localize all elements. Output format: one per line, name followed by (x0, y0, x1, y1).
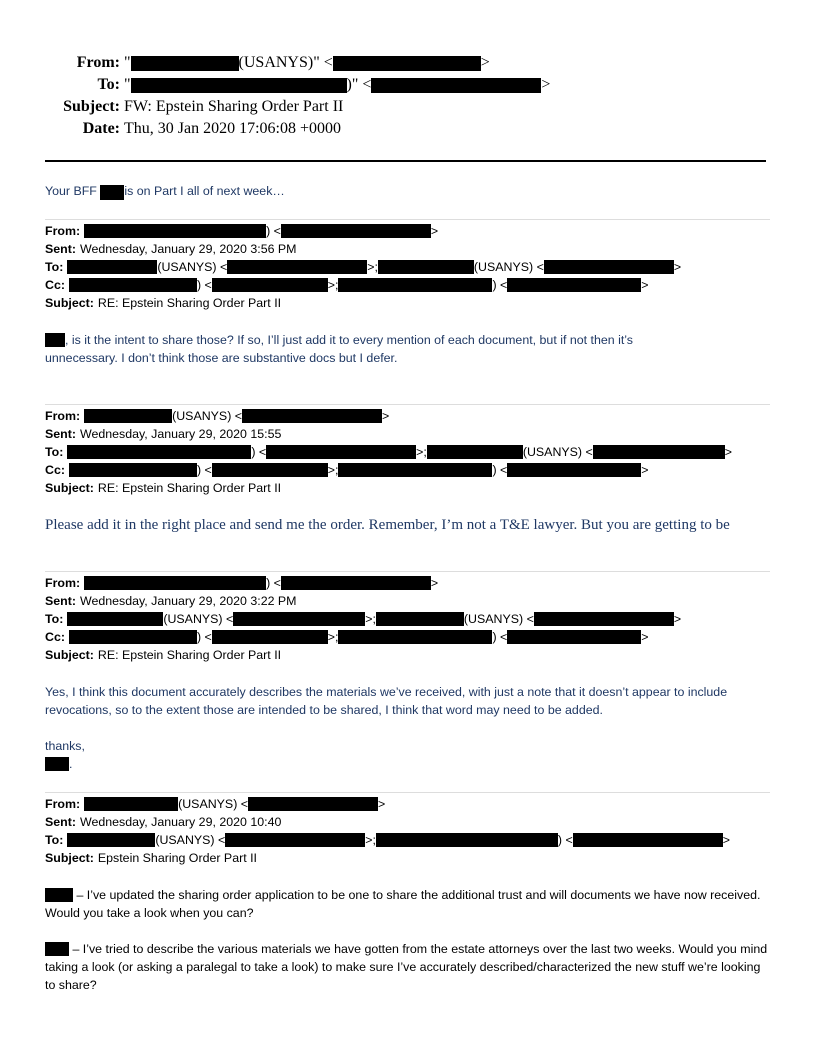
redaction-bar (84, 576, 266, 590)
date-label: Date: (82, 120, 120, 137)
redaction-bar (544, 260, 674, 274)
redaction-bar (593, 445, 725, 459)
to-label: To: (97, 76, 120, 93)
subject-label: Subject: (63, 98, 120, 115)
header-divider (45, 160, 766, 162)
redaction-bar (67, 445, 251, 459)
message-1-body: , is it the intent to share those? If so, I’ll just add it to every mention of each document, but if not then it’s unnecessary. I don’t think those are substantive docs but I defer. (45, 333, 633, 365)
message-4-header: From: (USANYS) < > Sent: Wednesday, January 29, 2020 10:40 To: (USANYS) < >; ) < > Subject: Epstein Sharing Order Part II (45, 797, 730, 865)
message-3-signature: . (45, 755, 770, 773)
message-3-header: From: ) < > Sent: Wednesday, January 29, 2020 3:22 PM To: (USANYS) < >; (USANYS) < > Cc: ) < >; ) < > Subject: RE: Epstein Sharing Order Part II (45, 576, 682, 662)
header-subject-row (46, 96, 550, 118)
redaction-bar (45, 757, 69, 771)
message-4-paragraph-2: – I’ve tried to describe the various materials we have gotten from the estate attorneys over the last two weeks. Would you mind taking a look (or asking a paralegal to take a look) to make sure I’ve accurately described/characterized the new stuff we’re looking to share? (45, 942, 768, 992)
redaction-bar (84, 224, 266, 238)
redaction-bar (371, 78, 541, 93)
redaction-bar (69, 630, 197, 644)
message-4-paragraph-1: – I’ve updated the sharing order application to be one to share the additional trust and will documents we have now received. Would you take a look when you can? (45, 888, 761, 920)
redaction-bar (69, 463, 197, 477)
intro-line: Your BFF is on Part I all of next week… (45, 184, 285, 198)
header-to-row: To: " )" < > (46, 74, 550, 96)
to-suffix: )" < (346, 76, 372, 93)
redaction-bar (333, 56, 481, 71)
from-label: From: (76, 54, 120, 71)
redaction-bar (212, 630, 328, 644)
redaction-bar (225, 833, 365, 847)
message-1-header: From: ) < > Sent: Wednesday, January 29, 2020 3:56 PM To: (USANYS) < >; (USANYS) < > Cc: ) < >; ) < > Subject: RE: Epstein Sharing Order Part II (45, 224, 682, 310)
message-separator (45, 404, 770, 405)
from-org: (USANYS)" < (238, 54, 333, 71)
redaction-bar (242, 409, 382, 423)
redaction-bar (507, 630, 641, 644)
redaction-bar (67, 612, 163, 626)
redaction-bar (45, 942, 69, 956)
redaction-bar (338, 278, 492, 292)
header-date-row (46, 118, 550, 140)
redaction-bar (507, 278, 641, 292)
redaction-bar (45, 888, 73, 902)
redaction-bar (376, 833, 558, 847)
message-3-thanks: thanks, (45, 739, 85, 753)
redaction-bar (212, 278, 328, 292)
message-separator (45, 219, 770, 220)
redaction-bar (131, 78, 347, 93)
redaction-bar (534, 612, 674, 626)
redaction-bar (212, 463, 328, 477)
redaction-bar (427, 445, 523, 459)
email-header (46, 52, 550, 140)
message-2-body: Please add it in the right place and send me the order. Remember, I’m not a T&E lawyer. But you are getting to be (45, 517, 730, 533)
message-separator (45, 792, 770, 793)
message-3-body: Yes, I think this document accurately describes the materials we’ve received, with just a note that it doesn’t appear to include revocations, so to the extent those are intended to be shared, I think that word may need to be added. (45, 685, 728, 717)
subject-text: FW: Epstein Sharing Order Part II (124, 98, 344, 115)
redaction-bar (378, 260, 474, 274)
redaction-bar (338, 463, 492, 477)
redaction-bar (248, 797, 378, 811)
redaction-bar (67, 260, 157, 274)
header-from-row: From: " (USANYS)" < > (46, 52, 550, 74)
redaction-bar (84, 409, 172, 423)
redaction-bar (227, 260, 367, 274)
message-separator (45, 571, 770, 572)
redaction-bar (45, 333, 65, 347)
redaction-bar (573, 833, 723, 847)
redaction-bar (100, 185, 124, 200)
redaction-bar (281, 576, 431, 590)
redaction-bar (131, 56, 239, 71)
redaction-bar (281, 224, 431, 238)
redaction-bar (507, 463, 641, 477)
redaction-bar (376, 612, 464, 626)
redaction-bar (338, 630, 492, 644)
redaction-bar (84, 797, 178, 811)
date-text: Thu, 30 Jan 2020 17:06:08 +0000 (124, 120, 342, 137)
redaction-bar (67, 833, 155, 847)
redaction-bar (69, 278, 197, 292)
redaction-bar (233, 612, 365, 626)
redaction-bar (266, 445, 416, 459)
message-2-header: From: (USANYS) < > Sent: Wednesday, January 29, 2020 15:55 To: ) < >; (USANYS) < > Cc: ) < >; ) < > Subject: RE: Epstein Sharing Order Part II (45, 409, 732, 495)
